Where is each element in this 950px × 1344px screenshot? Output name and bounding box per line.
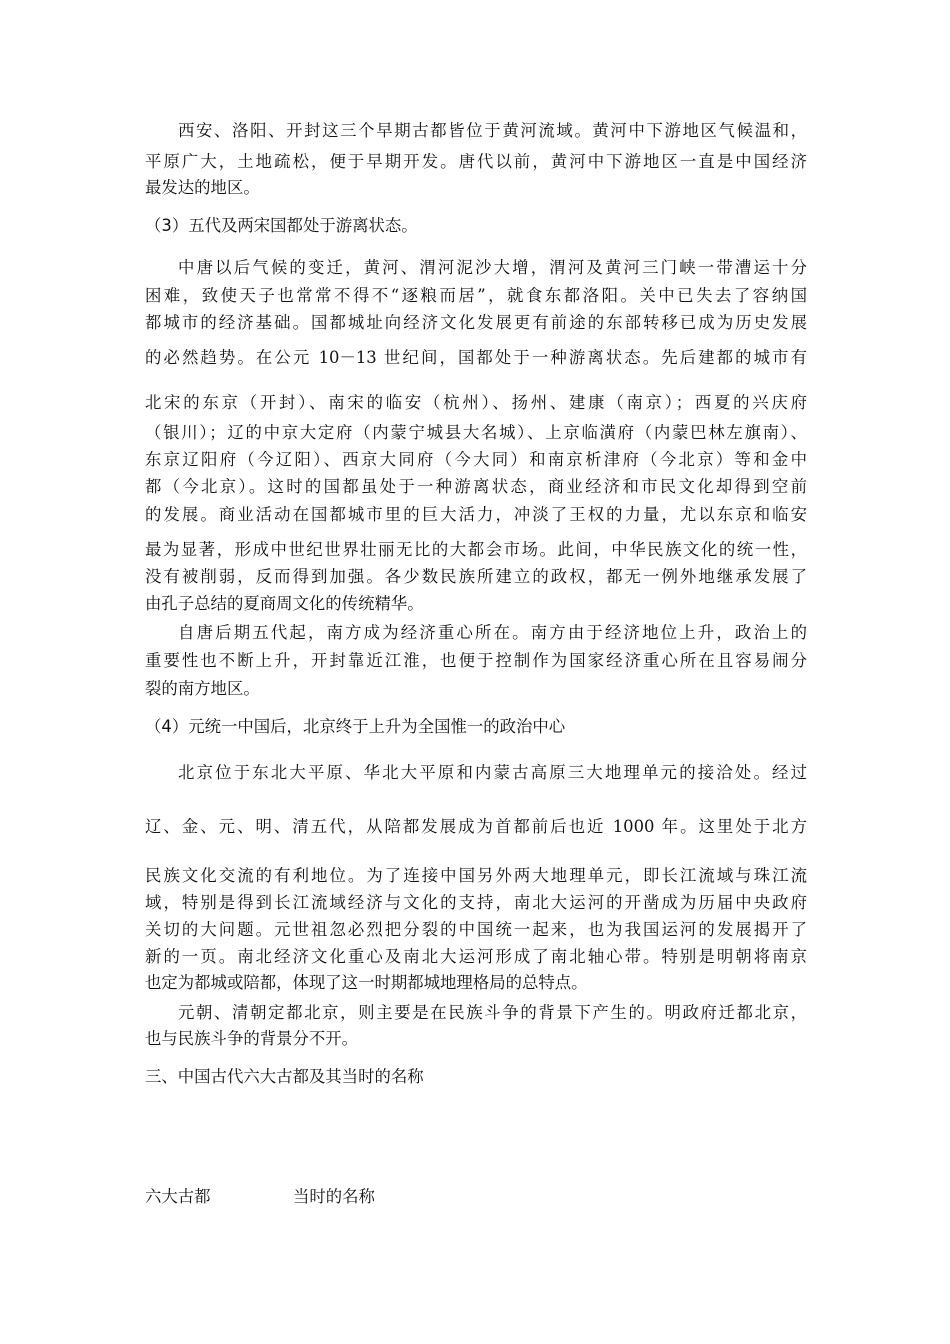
paragraph-line: 也与民族斗争的背景分不开。	[145, 1029, 359, 1048]
paragraph-line: 东京辽阳府（今辽阳）、西京大同府（今大同）和南京析津府（今北京）等和金中	[145, 450, 807, 469]
paragraph-line: 的发展。商业活动在国都城市里的巨大活力，冲淡了王权的力量，尤以东京和临安	[145, 505, 807, 524]
paragraph-line: 自唐后期五代起，南方成为经济重心所在。南方由于经济地位上升，政治上的	[178, 623, 807, 642]
table-header-ancient-capitals: 六大古都	[145, 1187, 211, 1206]
paragraph-line: 西安、洛阳、开封这三个早期古都皆位于黄河流域。黄河中下游地区气候温和，	[178, 121, 807, 140]
paragraph-line: 北宋的东京（开封）、南宋的临安（杭州）、扬州、建康（南京）；西夏的兴庆府	[145, 393, 807, 412]
paragraph-line: 新的一页。南北经济文化重心及南北大运河形成了南北轴心带。特别是明朝将南京	[145, 947, 807, 966]
paragraph-line: 都城市的经济基础。国都城址向经济文化发展更有前途的东部转移已成为历史发展	[145, 313, 807, 332]
section-heading: 三、中国古代六大古都及其当时的名称	[145, 1067, 424, 1086]
paragraph-line: 最为显著，形成中世纪世界壮丽无比的大都会市场。此间，中华民族文化的统一性，	[145, 540, 807, 559]
paragraph-line: 都（今北京）。这时的国都虽处于一种游离状态，商业经济和市民文化却得到空前	[145, 477, 807, 496]
paragraph-line: 的必然趋势。在公元 10－13 世纪间，国都处于一种游离状态。先后建都的城市有	[145, 348, 807, 367]
paragraph-line: 域，特别是得到长江流域经济与文化的支持，南北大运河的开凿成为历届中央政府	[145, 893, 807, 912]
paragraph-line: 辽、金、元、明、清五代，从陪都发展成为首都前后也近 1000 年。这里处于北方	[145, 817, 807, 836]
paragraph-line: 民族文化交流的有利地位。为了连接中国另外两大地理单元，即长江流域与珠江流	[145, 866, 807, 885]
paragraph-line: 困难，致使天子也常常不得不“逐粮而居”，就食东都洛阳。关中已失去了容纳国	[145, 286, 807, 305]
paragraph-line: 平原广大，土地疏松，便于早期开发。唐代以前，黄河中下游地区一直是中国经济	[145, 152, 807, 171]
paragraph-line: 北京位于东北大平原、华北大平原和内蒙古高原三大地理单元的接洽处。经过	[178, 763, 807, 782]
paragraph-line: 由孔子总结的夏商周文化的传统精华。	[145, 594, 424, 613]
paragraph-line: 也定为都城或陪都，体现了这一时期都城地理格局的总特点。	[145, 973, 588, 992]
paragraph-line: 中唐以后气候的变迁，黄河、渭河泥沙大增，渭河及黄河三门峡一带漕运十分	[178, 258, 807, 277]
paragraph-line: 最发达的地区。	[145, 178, 260, 197]
paragraph-line: 裂的南方地区。	[145, 679, 260, 698]
table-header-historical-name: 当时的名称	[293, 1187, 375, 1206]
paragraph-line: 元朝、清朝定都北京，则主要是在民族斗争的背景下产生的。明政府迁都北京，	[178, 1003, 807, 1022]
paragraph-line: 没有被削弱，反而得到加强。各少数民族所建立的政权，都无一例外地继承发展了	[145, 567, 807, 586]
paragraph-line: 重要性也不断上升，开封靠近江淮，也便于控制作为国家经济重心所在且容易闹分	[145, 651, 807, 670]
section-heading: （3）五代及两宋国都处于游离状态。	[145, 216, 418, 235]
paragraph-line: （银川）；辽的中京大定府（内蒙宁城县大名城）、上京临潢府（内蒙巴林左旗南）、	[145, 423, 807, 442]
table-header-row	[145, 1186, 807, 1208]
paragraph-line: 关切的大问题。元世祖忽必烈把分裂的中国统一起来，也为我国运河的发展揭开了	[145, 920, 807, 939]
section-heading: （4）元统一中国后，北京终于上升为全国惟一的政治中心	[145, 717, 566, 736]
